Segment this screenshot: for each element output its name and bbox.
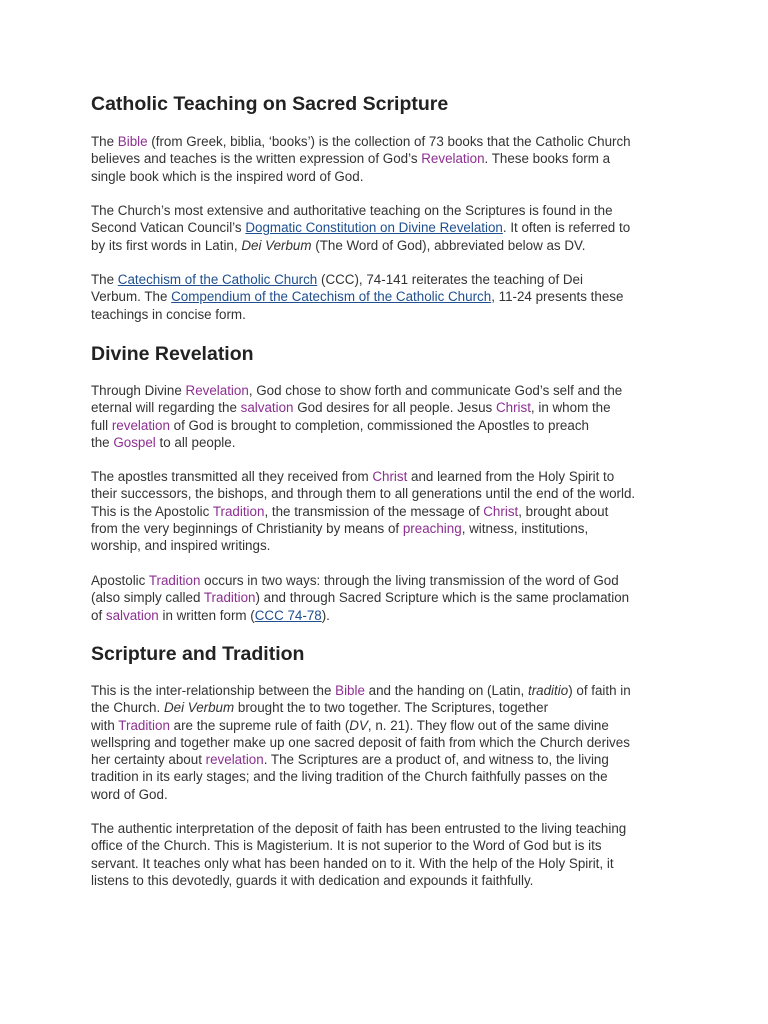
text: The (91, 272, 118, 287)
text: worship, and inspired writings. (91, 538, 271, 554)
text: in written form ( (158, 607, 255, 623)
keyword-tradition[interactable]: Tradition (118, 717, 170, 733)
text: (The Word of God), abbreviated below as DV. (311, 237, 586, 253)
text: eternal will regarding the (91, 400, 241, 416)
text: . The Scriptures are a product of, and witness to, the living (263, 752, 609, 768)
heading-scripture-tradition: Scripture and Tradition (91, 643, 305, 665)
text: , brought about (518, 503, 609, 519)
paragraph-catechism (91, 271, 623, 323)
keyword-revelation[interactable]: revelation (111, 417, 170, 433)
text: (CCC), 74-141 reiterates the teaching of Dei (317, 272, 583, 287)
paragraph-apostolic-tradition (91, 572, 629, 624)
text: are the supreme rule of faith ( (169, 717, 350, 733)
text: Verbum. The (91, 289, 172, 305)
text: . These books form a (484, 151, 611, 167)
keyword-christ[interactable]: Christ (372, 469, 408, 484)
paragraph-through-revelation (91, 382, 622, 451)
text: and the handing on (Latin, (364, 683, 528, 698)
text: . It often is referred to (502, 220, 631, 236)
text: (also simply called (91, 590, 204, 606)
text: single book which is the inspired word of God. (91, 168, 364, 184)
keyword-revelation[interactable]: revelation (205, 752, 264, 768)
text: The authentic interpretation of the deposit of faith has been entrusted to the living teaching (91, 821, 627, 836)
keyword-revelation[interactable]: Revelation (185, 383, 249, 398)
text: wellspring and together make up one sacred deposit of faith from which the Church derives (91, 734, 630, 750)
text: with (91, 717, 119, 733)
text: the Church. (91, 700, 164, 716)
text: Second Vatican Council’s (91, 220, 246, 236)
text: , in whom the (530, 400, 611, 416)
text: (from Greek, biblia, ‘books’) is the collection of 73 books that the Catholic Church (147, 134, 631, 149)
keyword-salvation[interactable]: salvation (240, 400, 294, 416)
paragraph-inter-relationship (91, 682, 631, 803)
text: ) of faith in (568, 683, 631, 698)
keyword-preaching[interactable]: preaching (402, 520, 462, 536)
text: occurs in two ways: through the living transmission of the word of God (200, 573, 619, 588)
keyword-revelation[interactable]: Revelation (421, 151, 485, 167)
text: from the very beginnings of Christianity by means of (91, 520, 403, 536)
text: God desires for all people. Jesus (293, 400, 496, 416)
text: tradition in its early stages; and the living tradition of the Church faithfully passes on the (91, 769, 608, 785)
text: brought the to two together. The Scriptures, together (234, 700, 549, 716)
text: her certainty about (91, 752, 206, 768)
keyword-bible[interactable]: Bible (335, 683, 365, 698)
text: office of the Church. This is Magisterium. It is not superior to the Word of God but is its (91, 838, 602, 854)
text: The (91, 134, 118, 149)
keyword-tradition[interactable]: Tradition (148, 573, 201, 588)
link-compendium[interactable]: Compendium of the Catechism of the Catholic Church (171, 289, 492, 305)
text: to all people. (155, 434, 236, 450)
text: word of God. (91, 786, 168, 802)
text: believes and teaches is the written expression of God’s (91, 151, 422, 167)
heading-catholic-teaching: Catholic Teaching on Sacred Scripture (91, 93, 449, 115)
text: servant. It teaches only what has been handed on to it. With the help of the Holy Spirit, it (91, 855, 614, 871)
text: Through Divine (91, 383, 186, 398)
text: the (91, 434, 114, 450)
paragraph-vatican (91, 202, 630, 254)
link-ccc-74-78[interactable]: CCC 74-78 (254, 607, 322, 623)
text: The Church’s most extensive and authoritative teaching on the Scriptures is found in the (91, 203, 613, 218)
text: Apostolic (91, 573, 149, 588)
paragraph-magisterium (91, 820, 626, 889)
text: and learned from the Holy Spirit to (407, 469, 615, 484)
text: their successors, the bishops, and through them to all generations until the end of the world. (91, 486, 636, 502)
keyword-christ[interactable]: Christ (495, 400, 531, 416)
text: ). (321, 607, 330, 623)
text: by its first words in Latin, (91, 237, 242, 253)
italic-text: traditio (527, 683, 569, 698)
paragraph-apostles (91, 468, 635, 554)
italic-text: Dei Verbum (163, 700, 235, 716)
text: ) and through Sacred Scripture which is the same proclamation (255, 590, 630, 606)
keyword-tradition[interactable]: Tradition (203, 590, 256, 606)
text: teachings in concise form. (91, 306, 246, 322)
text: of God is brought to completion, commissioned the Apostles to preach (169, 417, 589, 433)
text: full (91, 417, 112, 433)
text: , n. 21). They flow out of the same divine (367, 717, 609, 733)
paragraph-bible (91, 133, 631, 185)
text: This is the inter-relationship between the (91, 683, 336, 698)
text: of (91, 607, 106, 623)
text: , God chose to show forth and communicate God’s self and the (248, 383, 623, 398)
text: , the transmission of the message of (264, 503, 484, 519)
text: , witness, institutions, (461, 520, 589, 536)
keyword-christ[interactable]: Christ (483, 503, 519, 519)
text: This is the Apostolic (91, 503, 213, 519)
keyword-tradition[interactable]: Tradition (212, 503, 265, 519)
text: The apostles transmitted all they received from (91, 469, 373, 484)
link-catechism[interactable]: Catechism of the Catholic Church (117, 272, 318, 287)
keyword-gospel[interactable]: Gospel (113, 434, 156, 450)
heading-divine-revelation: Divine Revelation (91, 343, 254, 365)
text: , 11-24 presents these (491, 289, 624, 305)
link-dogmatic-constitution[interactable]: Dogmatic Constitution on Divine Revelation (245, 220, 503, 236)
keyword-bible[interactable]: Bible (117, 134, 148, 149)
keyword-salvation[interactable]: salvation (105, 607, 159, 623)
italic-text: Dei Verbum (241, 237, 312, 253)
italic-text: DV (349, 717, 368, 733)
text: listens to this devotedly, guards it with dedication and expounds it faithfully. (91, 872, 534, 888)
